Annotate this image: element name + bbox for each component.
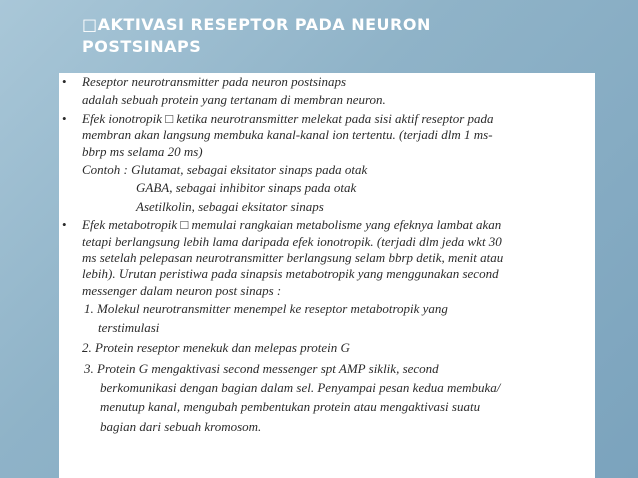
bullet-marker: • [62,110,67,126]
bullet-2-line [62,111,594,127]
slide-body [62,74,594,435]
body-line: berkomunikasi dengan bagian dalam sel. Penyampai pesan kedua membuka/ [100,379,501,395]
body-line: 1. Molekul neurotransmitter menempel ke reseptor metabotropik yang [84,301,448,317]
bullet-3-line [62,217,594,233]
slide-title-line-1: □AKTIVASI RESEPTOR PADA NEURON [82,15,431,34]
body-line: bagian dari sebuah kromosom. [100,418,262,434]
slide-title-line-2: POSTSINAPS [82,37,202,56]
body-line: bbrp ms selama 20 ms) [82,143,203,159]
body-line: messenger dalam neuron post sinaps : [82,282,282,298]
bullet-1-line [62,74,594,90]
slide-title [82,14,602,58]
body-line: 2. Protein reseptor menekuk dan melepas protein G [82,340,350,356]
bullet-marker: • [62,74,67,89]
body-line: Contoh : Glutamat, sebagai eksitator sinaps pada otak [82,162,368,178]
body-line: Efek metabotropik □ memulai rangkaian metabolisme yang efeknya lambat akan [82,217,502,233]
body-line: Efek ionotropik □ ketika neurotransmitter melekat pada sisi aktif reseptor pada [82,110,494,126]
body-line: adalah sebuah protein yang tertanam di membran neuron. [82,92,386,108]
bullet-marker: • [62,217,67,233]
body-line: ms setelah pelepasan neurotransmitter berlangsung selam bbrp detik, menit atau [82,250,504,266]
body-line: terstimulasi [98,319,160,335]
body-line: Asetilkolin, sebagai eksitator sinaps [136,198,324,214]
body-line: menutup kanal, mengubah pembentukan protein atau mengaktivasi suatu [100,399,481,415]
body-line: 3. Protein G mengaktivasi second messenger spt AMP siklik, second [84,360,439,376]
body-line: lebih). Urutan peristiwa pada sinapsis metabotropik yang menggunakan second [82,266,499,282]
body-line: membran akan langsung membuka kanal-kanal ion tertentu. (terjadi dlm 1 ms- [82,127,493,143]
body-line: tetapi berlangsung lebih lama daripada efek ionotropik. (terjadi dlm jeda wkt 30 [82,233,502,249]
body-line: Reseptor neurotransmitter pada neuron postsinaps [82,74,347,89]
body-line: GABA, sebagai inhibitor sinaps pada otak [136,180,357,196]
